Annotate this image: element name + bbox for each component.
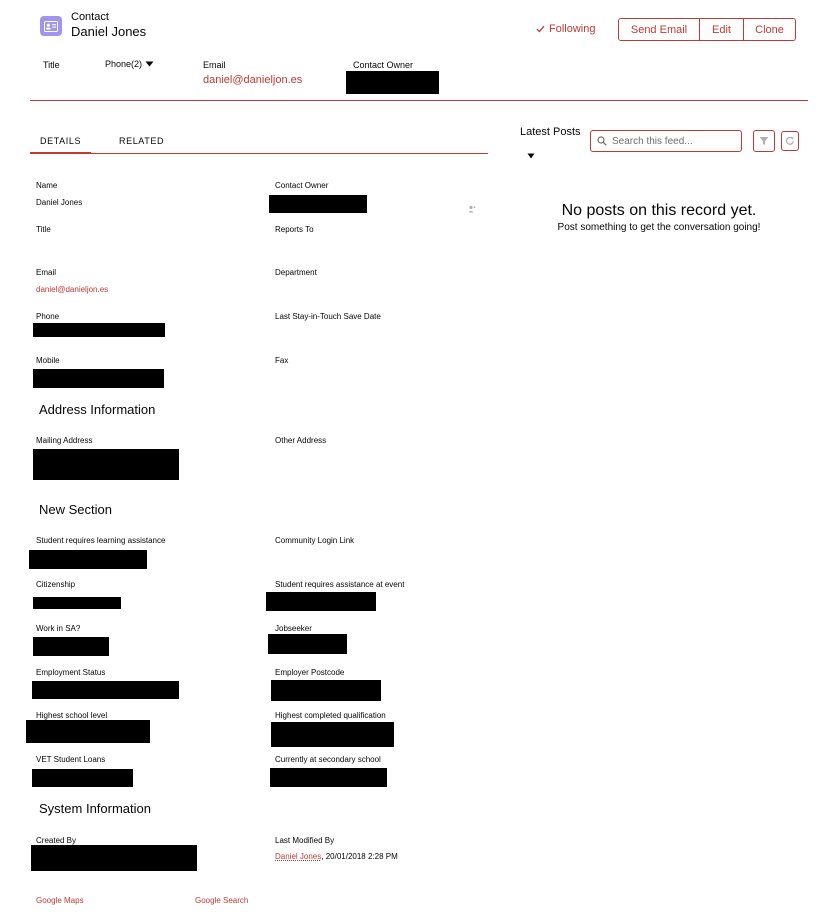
highlight-email-label: Email [203,60,226,70]
check-icon [536,25,545,33]
redacted-mobile [33,369,164,388]
last-stay-in-touch-label: Last Stay-in-Touch Save Date [275,312,381,321]
citizenship-label: Citizenship [36,580,76,589]
google-search-link[interactable]: Google Search [195,896,249,905]
clone-button[interactable]: Clone [743,19,795,40]
jobseeker-label: Jobseeker [275,624,312,633]
name-value: Daniel Jones [36,198,83,207]
department-label: Department [275,268,317,277]
contact-owner-label: Contact Owner [275,181,329,190]
tab-active-indicator [30,152,91,154]
highlight-title-label: Title [43,60,60,70]
system-section-title[interactable]: System Information [39,801,151,816]
object-type-label: Contact [71,11,109,23]
redacted-employer-postcode [271,680,381,701]
new-section-title[interactable]: New Section [39,502,112,517]
following-label: Following [549,23,596,35]
phone-label: Phone [36,312,60,321]
community-login-label: Community Login Link [275,536,355,545]
phone-menu[interactable] [105,59,154,69]
secondary-school-label: Currently at secondary school [275,755,381,764]
highlight-owner-label: Contact Owner [353,60,414,70]
feed-empty-subtitle: Post something to get the conversation going! [557,222,761,233]
redacted-highest-school [26,720,150,743]
redacted-citizenship [33,597,121,609]
google-maps-link[interactable]: Google Maps [36,896,84,905]
last-modified-value [275,852,398,861]
mailing-address-label: Mailing Address [36,436,93,445]
employer-postcode-label: Employer Postcode [275,668,345,677]
mobile-label: Mobile [36,356,60,365]
header-divider [30,100,808,101]
tabs-divider [30,153,488,154]
following-button[interactable] [536,23,595,35]
tab-related[interactable]: RELATED [119,136,165,146]
filter-button[interactable] [753,130,775,152]
record-title: Daniel Jones [71,24,147,39]
redacted-jobseeker [268,634,347,654]
email-link[interactable]: daniel@danieljon.es [36,285,109,294]
highest-qualification-label: Highest completed qualification [275,711,386,720]
reports-to-label: Reports To [275,225,314,234]
redacted-work-in-sa [33,637,109,656]
latest-posts-label[interactable]: Latest Posts [520,126,581,138]
work-in-sa-label: Work in SA? [36,624,81,633]
name-label: Name [36,181,58,190]
edit-button[interactable]: Edit [699,19,743,40]
fax-label: Fax [275,356,289,365]
email-label: Email [36,268,57,277]
redacted-learning-assistance [29,550,147,569]
learning-assistance-label: Student requires learning assistance [36,536,166,545]
feed-search-box[interactable] [590,130,742,152]
redacted-contact-owner [269,195,367,213]
caret-down-icon[interactable] [527,146,535,164]
redacted-owner [346,71,439,94]
send-email-button[interactable]: Send Email [619,19,699,40]
other-address-label: Other Address [275,436,327,445]
created-by-label: Created By [36,836,77,845]
change-owner-icon[interactable] [468,200,476,218]
vet-student-loans-label: VET Student Loans [36,755,106,764]
refresh-icon [785,136,795,146]
filter-icon [759,136,769,146]
redacted-vet-student-loans [32,769,133,787]
redacted-mailing-address [33,449,179,480]
redacted-secondary-school [270,768,387,787]
title-label: Title [36,225,51,234]
redacted-phone [33,323,165,337]
search-icon [597,136,607,146]
last-modified-date: , 20/01/2018 2:28 PM [321,852,398,861]
redacted-highest-qualification [271,722,394,747]
event-assistance-label: Student requires assistance at event [275,580,405,589]
refresh-button[interactable] [781,131,799,151]
contact-card-icon [40,16,62,36]
last-modified-label: Last Modified By [275,836,335,845]
highlight-email-link[interactable]: daniel@danieljon.es [203,74,303,86]
last-modified-user-link[interactable]: Daniel Jones [275,852,322,861]
highest-school-label: Highest school level [36,711,108,720]
feed-search-input[interactable] [612,136,732,147]
header-actions [618,18,796,41]
highlight-phone-label: Phone(2) [105,59,143,69]
redacted-event-assistance [266,592,376,611]
redacted-employment-status [32,681,179,699]
feed-empty-title: No posts on this record yet. [561,202,757,219]
employment-status-label: Employment Status [36,668,106,677]
redacted-created-by [31,845,197,871]
caret-down-icon [145,61,154,67]
tab-details[interactable]: DETAILS [40,136,82,146]
address-section-title[interactable]: Address Information [39,402,156,417]
